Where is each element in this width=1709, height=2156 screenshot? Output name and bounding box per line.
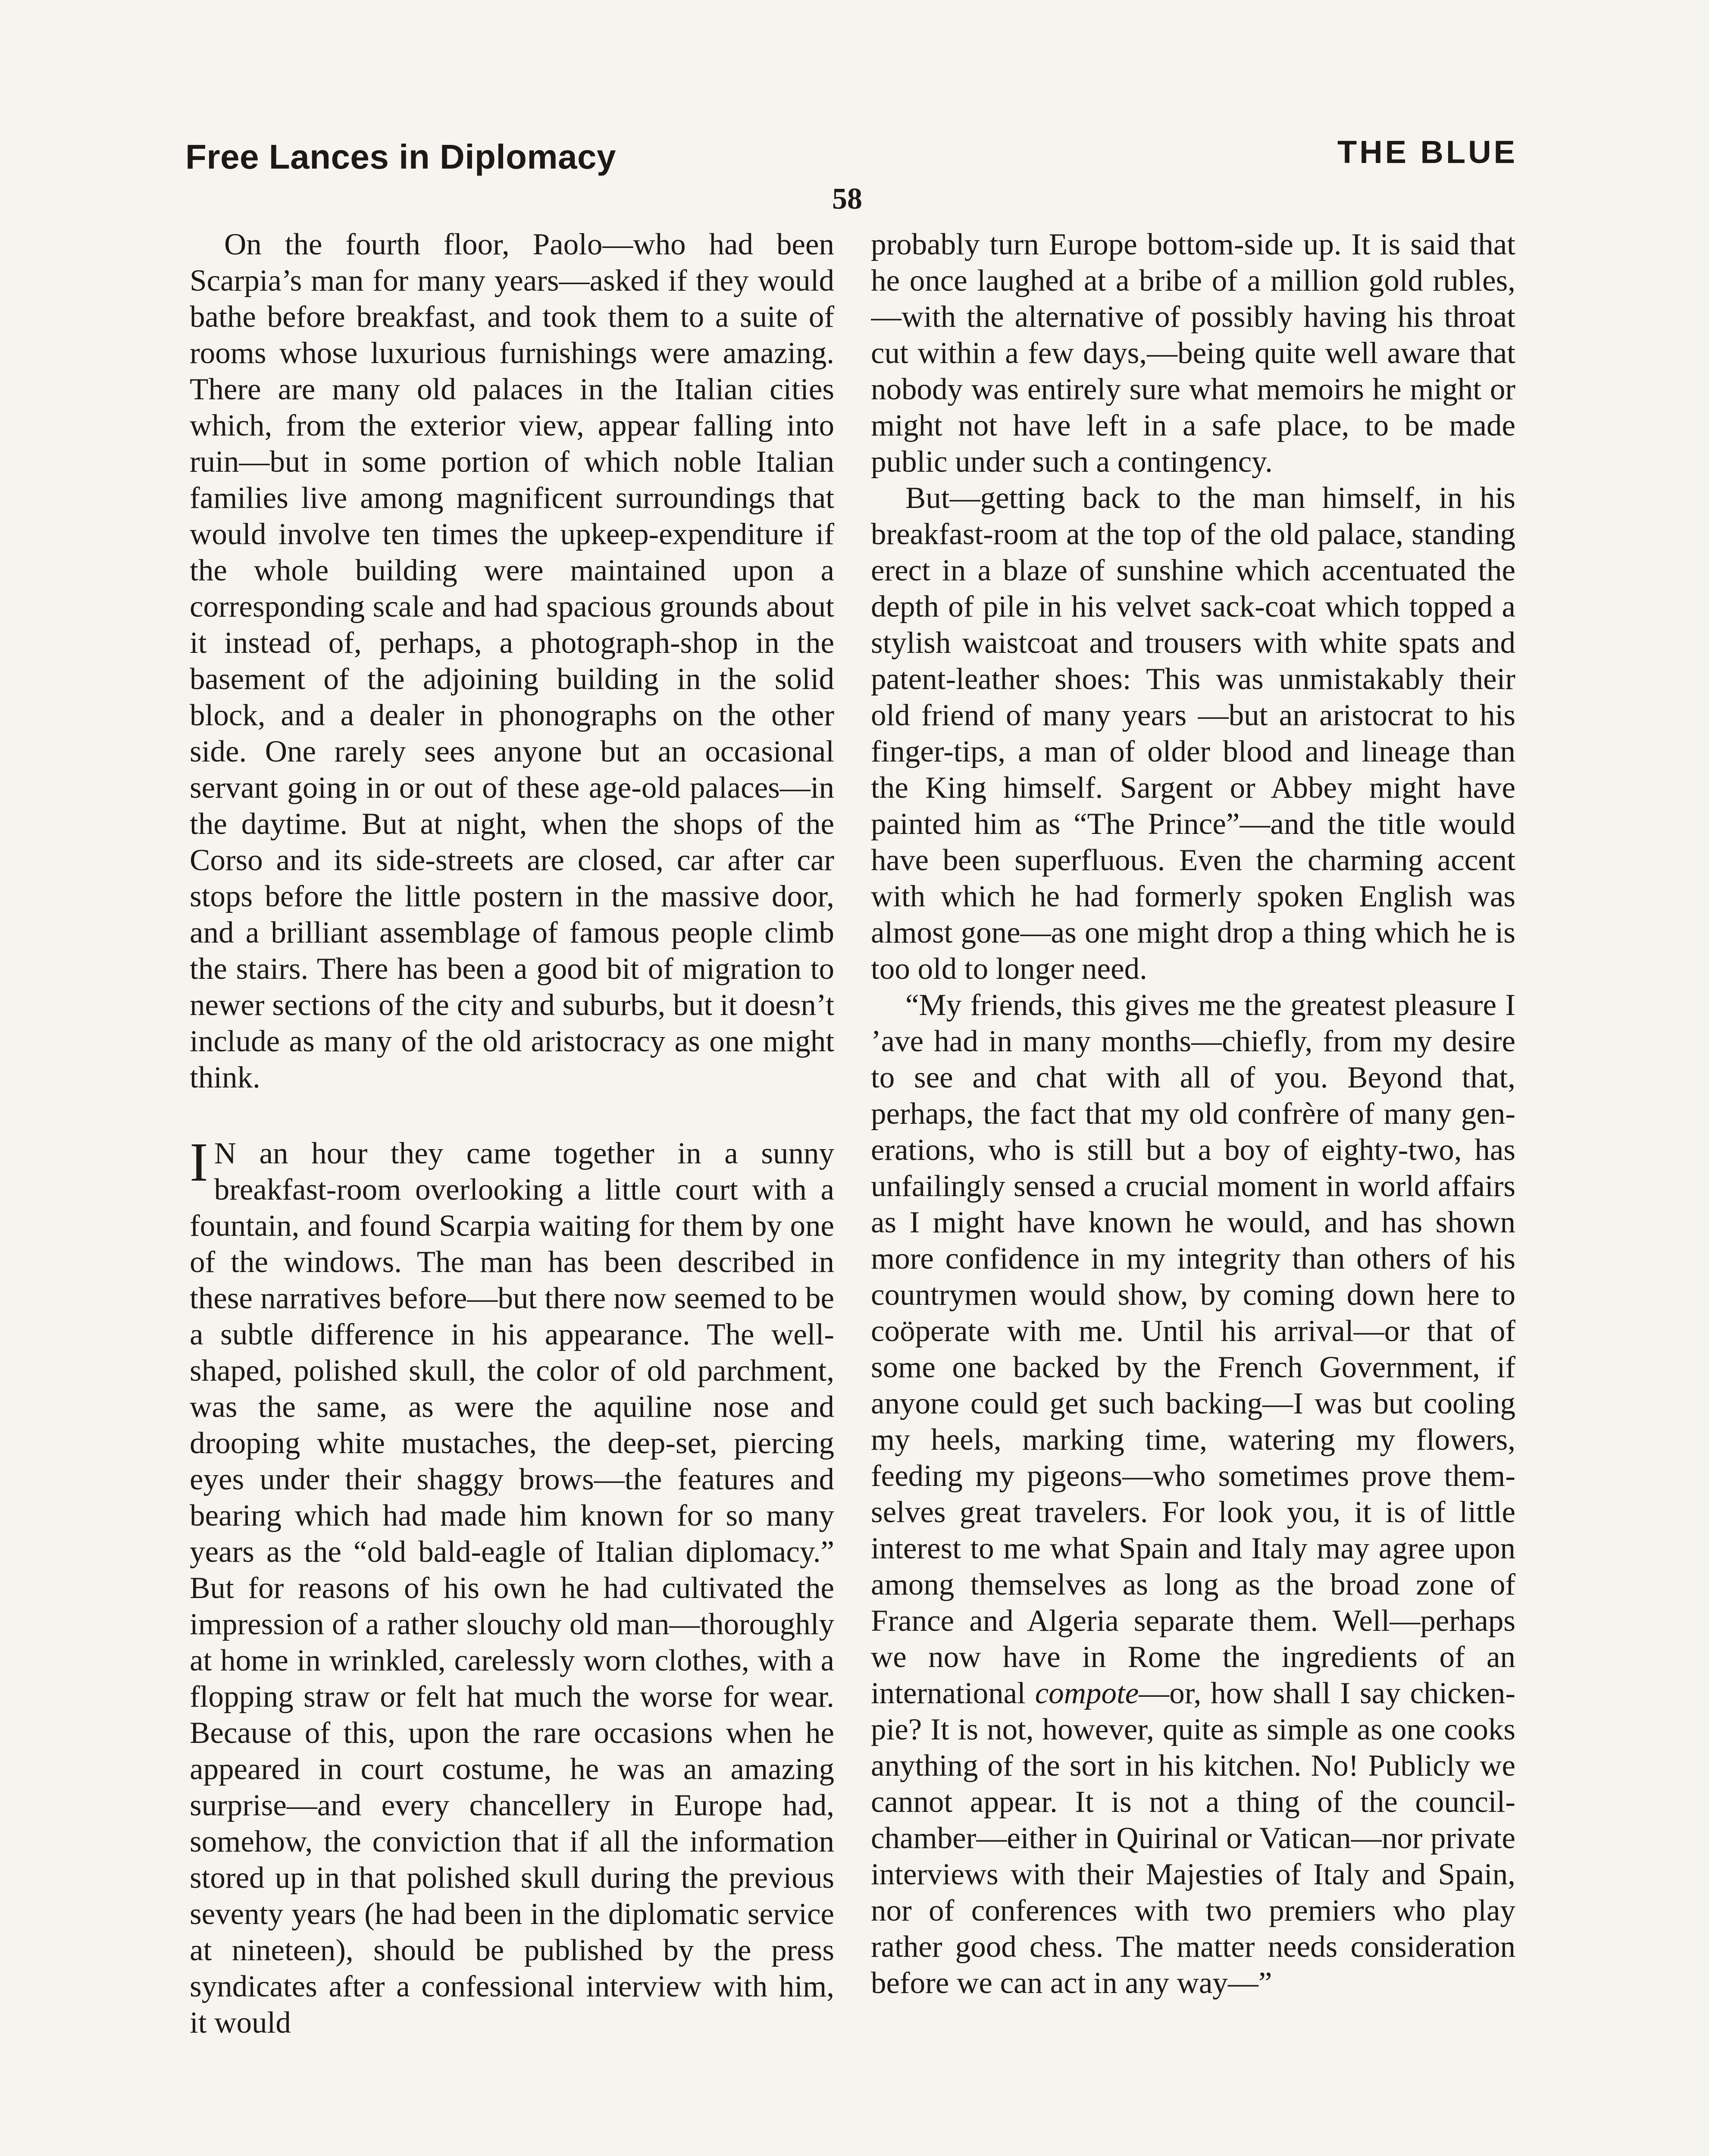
drop-cap: I — [190, 1131, 208, 1193]
paragraph — [871, 987, 1515, 2001]
right-column — [871, 226, 1515, 2156]
paragraph: probably turn Europe bottom-side up. It is said that he once laughed at a bribe of a million gold rubles,—with the alternative of possibly having his throat cut within a few days,—being quite well aware that nobody was entirely sure what memoirs he might or might not have left in a safe place, to be made public under such a contingency. — [871, 228, 1515, 479]
article-title: Free Lances in Diplomacy — [185, 138, 617, 176]
italic-word: compote — [1035, 1677, 1139, 1710]
magazine-name: THE BLUE — [1337, 134, 1518, 170]
left-column — [190, 226, 834, 2156]
paragraph — [190, 1131, 834, 2041]
paragraph-text: —or, how shall I say chicken-pie? It is not, however, quite as simple as one cooks anything of the sort in his kitchen. No! Publicly we cannot appear. It is not a thing of the council-chamber—either in Quirinal or Vatican—nor private interviews with their Majesties of Italy and Spain, nor of conferences with two premiers who play rather good chess. The matter needs consideration before we can act in any way—” — [871, 1677, 1515, 2000]
paragraph-text: N an hour they came together in a sunny breakfast-room overlooking a little court with a fountain, and found Scarpia waiting for them by one of the windows. The man has been described in these narratives before—but there now seemed to be a subtle difference in his appearance. The well-shaped, polished skull, the color of old parchment, was the same, as were the aquiline nose and drooping white mustaches, the deep-set, piercing eyes under their shaggy brows—the features and bearing which had made him known for so many years as the “old bald-eagle of Italian diplomacy.” But for reasons of his own he had cultivated the impression of a rather slouchy old man—thoroughly at home in wrinkled, carelessly worn clothes, with a flopping straw or felt hat much the worse for wear. Because of this, upon the rare occasions when he appeared in court costume, he was an amazing surprise—and every chancellery in Europe had, somehow, the conviction that if all the information stored up in that polished skull during the previous seventy years (he had been in the diplomatic service at nineteen), should be published by the press syndicates after a confessional interview with him, it would — [190, 1137, 834, 2040]
paragraph: On the fourth floor, Paolo—who had been Scarpia’s man for many years—asked if they would bathe before breakfast, and took them to a suite of rooms whose luxurious furnishings were amazing. There are many old palaces in the Italian cities which, from the exterior view, appear falling into ruin—but in some portion of which noble Italian families live among magnificent surroundings that would involve ten times the upkeep-expenditure if the whole building were maintained upon a corresponding scale and had spacious grounds about it instead of, perhaps, a photograph-shop in the basement of the adjoining building in the solid block, and a dealer in phonographs on the other side. One rarely sees anyone but an occasional servant going in or out of these age-old palaces—in the daytime. But at night, when the shops of the Corso and its side-streets are closed, car after car stops before the little postern in the massive door, and a brilliant assemblage of famous people climb the stairs. There has been a good bit of migration to newer sections of the city and suburbs, but it doesn’t include as many of the old aristocracy as one might think. — [190, 228, 834, 1094]
page-number: 58 — [832, 182, 862, 216]
paragraph: But—getting back to the man himself, in his breakfast-room at the top of the old palace, standing erect in a blaze of sunshine which accentuated the depth of pile in his velvet sack-coat which topped a stylish waistcoat and trousers with white spats and patent-leather shoes: This was unmistakably their old friend of many years —but an aristocrat to his finger-tips, a man of older blood and lineage than the King himself. Sargent or Abbey might have painted him as “The Prince”—and the title would have been superfluous. Even the charming accent with which he had formerly spoken English was almost gone—as one might drop a thing which he is too old to longer need. — [871, 481, 1515, 986]
paragraph-text: “My friends, this gives me the greatest pleasure I ’ave had in many months—chiefly, from my desire to see and chat with all of you. Beyond that, perhaps, the fact that my old confrère of many generations, who is still but a boy of eighty-two, has unfailingly sensed a crucial moment in world affairs as I might have known he would, and has shown more confidence in my integrity than others of his countrymen would show, by coming down here to coöperate with me. Until his arrival—or that of some one backed by the French Government, if anyone could get such backing—I was but cooling my heels, marking time, watering my flowers, feeding my pigeons—who sometimes prove themselves great travelers. For look you, it is of little interest to me what Spain and Italy may agree upon among themselves as long as the broad zone of France and Algeria separate them. Well—perhaps we now have in Rome the ingredients of an international — [871, 988, 1515, 1710]
